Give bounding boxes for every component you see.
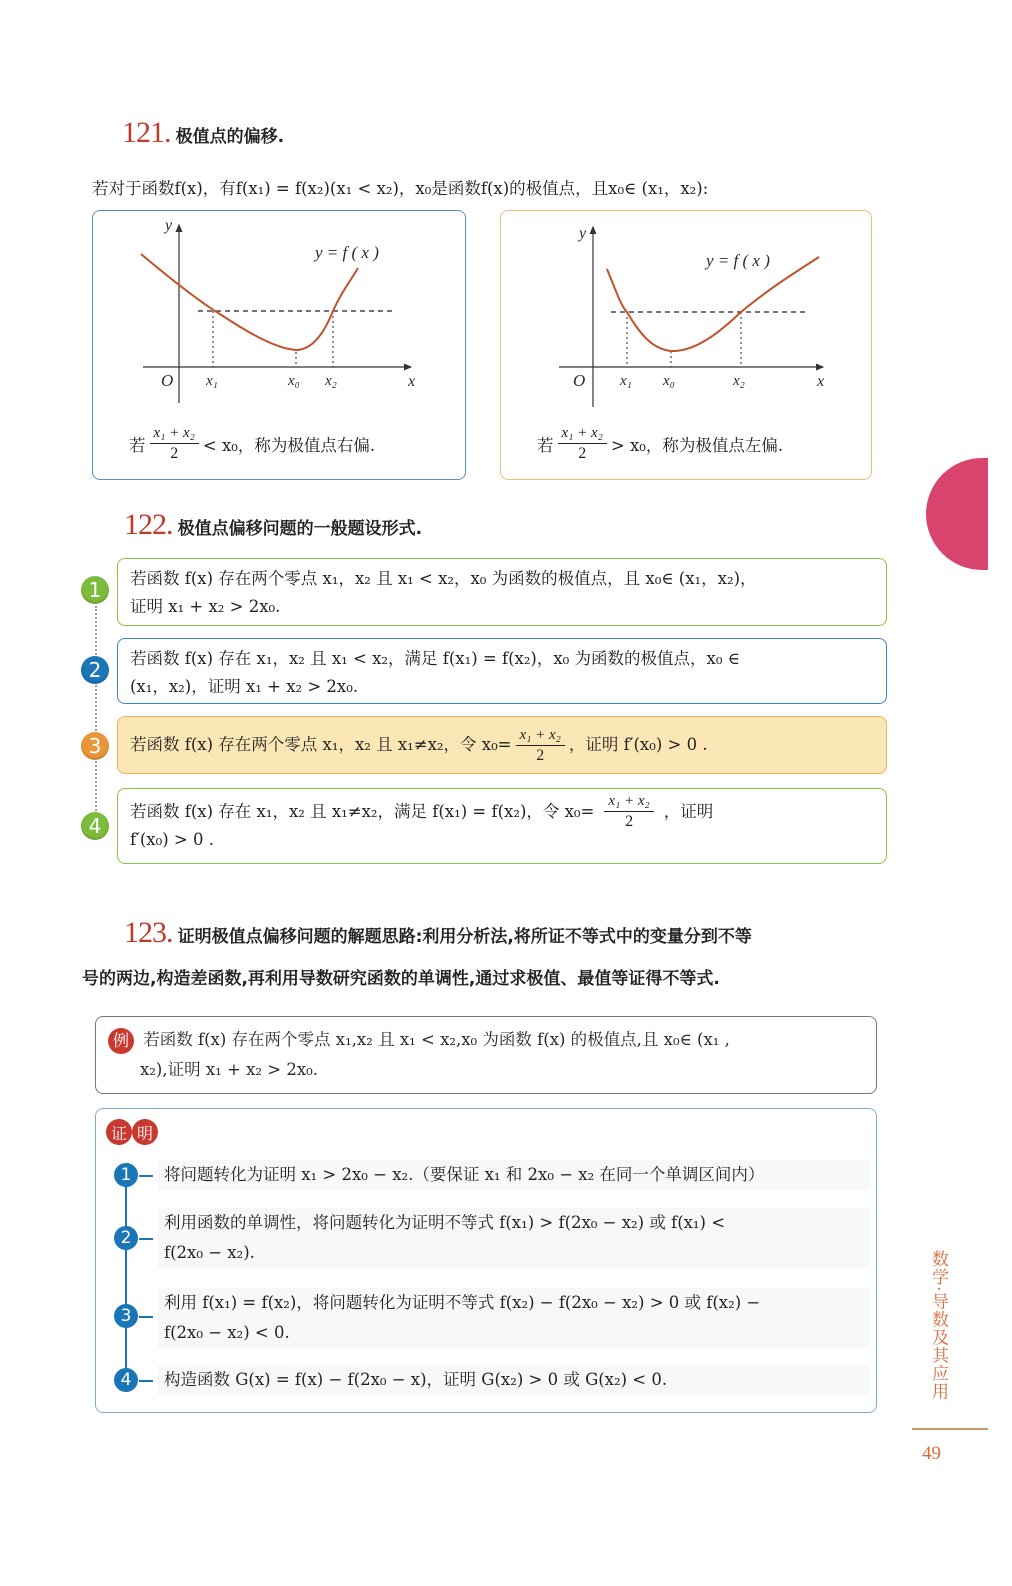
graph-left-skew	[500, 210, 872, 480]
x-axis-label: x	[408, 373, 416, 390]
origin-label: O	[573, 371, 586, 390]
origin-label: O	[161, 371, 174, 390]
section-121-intro: 若对于函数f(x)，有f(x₁) = f(x₂)(x₁ < x₂)，x₀是函数f(x)的极值点，且x₀∈ (x₁，x₂):	[92, 179, 709, 198]
curve-label: y = f ( x )	[706, 251, 770, 270]
step-badge-2: 2	[114, 1226, 138, 1250]
step-badge-4: 4	[114, 1368, 138, 1392]
form-item-3: 若函数 f(x) 存在两个零点 x₁，x₂ 且 x₁≠x₂，令 x₀= $\frac{\text{x₁ + x₂}}{2}$ ，证明 f′(x₀) > 0 .	[117, 716, 887, 774]
proof-step-4: 构造函数 G(x) = f(x) − f(2x₀ − x)，证明 G(x₂) > 0 或 G(x₂) < 0.	[158, 1365, 870, 1395]
curve-label: y = f ( x )	[315, 243, 379, 262]
footer-rule	[912, 1428, 988, 1430]
step-badge-3: 3	[114, 1304, 138, 1328]
section-123-heading	[124, 916, 894, 950]
proof-step-3: 利用 f(x₁) = f(x₂)，将问题转化为证明不等式 f(x₂) − f(2x₀ − x₂) > 0 或 f(x₂) − f(2x₀ − x₂) < 0.	[158, 1288, 870, 1348]
graph-plot	[501, 211, 871, 411]
timeline-dots	[95, 606, 97, 826]
step-connector	[139, 1238, 153, 1240]
example-box: 例 若函数 f(x) 存在两个零点 x₁,x₂ 且 x₁ < x₂,x₀ 为函数 f(x) 的极值点,且 x₀∈ (x₁ , x₂),证明 x₁ + x₂ > 2x₀.	[95, 1016, 877, 1094]
graph-caption: 若 $\frac{\text{x₁ + x₂}}{2}$ > x₀，称为极值点左偏.	[537, 425, 784, 462]
graph-caption: 若 $\frac{\text{x₁ + x₂}}{2}$ < x₀，称为极值点右偏.	[129, 425, 376, 462]
example-badge: 例	[108, 1028, 134, 1054]
badge-3: 3	[81, 732, 109, 760]
x-axis-label: x	[817, 373, 825, 390]
fraction: $\frac{\text{x₁ + x₂}}{2}$	[150, 423, 199, 464]
form-item-1: 若函数 f(x) 存在两个零点 x₁，x₂ 且 x₁ < x₂，x₀ 为函数的极值点，且 x₀∈ (x₁，x₂)， 证明 x₁ + x₂ > 2x₀.	[117, 558, 887, 626]
section-122-heading	[124, 508, 422, 542]
tick-x0: x₀	[663, 373, 675, 389]
badge-4: 4	[81, 812, 109, 840]
form-item-4: 若函数 f(x) 存在 x₁，x₂ 且 x₁≠x₂，满足 f(x₁) = f(x₂)，令 x₀= $\frac{\text{x₁ + x₂}}{2}$ ，证明 f′(x₀) > 0 .	[117, 788, 887, 864]
form-item-2: 若函数 f(x) 存在 x₁，x₂ 且 x₁ < x₂，满足 f(x₁) = f(x₂)，x₀ 为函数的极值点，x₀ ∈ (x₁，x₂)，证明 x₁ + x₂ > 2x₀.	[117, 638, 887, 704]
step-timeline	[125, 1175, 127, 1380]
page-number: 49	[922, 1443, 941, 1464]
y-axis-label: y	[579, 225, 587, 242]
step-connector	[139, 1380, 153, 1382]
tick-x0: x₀	[288, 373, 300, 389]
tick-x2: x₂	[325, 373, 337, 389]
fraction: $\frac{\text{x₁ + x₂}}{2}$	[516, 725, 565, 766]
tick-x2: x₂	[733, 373, 745, 389]
fraction: $\frac{\text{x₁ + x₂}}{2}$	[604, 791, 653, 832]
badge-1: 1	[81, 576, 109, 604]
section-title: 极值点偏移问题的一般题设形式.	[177, 519, 423, 539]
section-title: 极值点的偏移.	[175, 127, 285, 147]
step-badge-1: 1	[114, 1163, 138, 1187]
section-number: 123.	[124, 916, 173, 949]
section-number: 121.	[122, 116, 171, 149]
step-connector	[139, 1175, 153, 1177]
proof-step-2: 利用函数的单调性，将问题转化为证明不等式 f(x₁) > f(2x₀ − x₂) 或 f(x₁) < f(2x₀ − x₂).	[158, 1208, 870, 1268]
section-123-line1: 证明极值点偏移问题的解题思路:利用分析法,将所证不等式中的变量分到不等	[177, 927, 752, 947]
chapter-tab	[926, 458, 988, 570]
proof-step-1: 将问题转化为证明 x₁ > 2x₀ − x₂.（要保证 x₁ 和 2x₀ − x₂ 在同一个单调区间内）	[158, 1160, 870, 1190]
section-123-line2: 号的两边,构造差函数,再利用导数研究函数的单调性,通过求极值、最值等证得不等式.	[82, 969, 720, 989]
section-number: 122.	[124, 508, 173, 541]
chapter-label: 数学·导数及其应用	[928, 1250, 948, 1401]
proof-badge: 证 明	[106, 1119, 162, 1145]
graph-right-skew	[92, 210, 466, 480]
tick-x1: x₁	[206, 373, 218, 389]
step-connector	[139, 1316, 153, 1318]
badge-2: 2	[81, 656, 109, 684]
tick-x1: x₁	[620, 373, 632, 389]
y-axis-label: y	[165, 217, 173, 234]
fraction: $\frac{\text{x₁ + x₂}}{2}$	[558, 423, 607, 464]
section-121-heading	[122, 116, 284, 150]
